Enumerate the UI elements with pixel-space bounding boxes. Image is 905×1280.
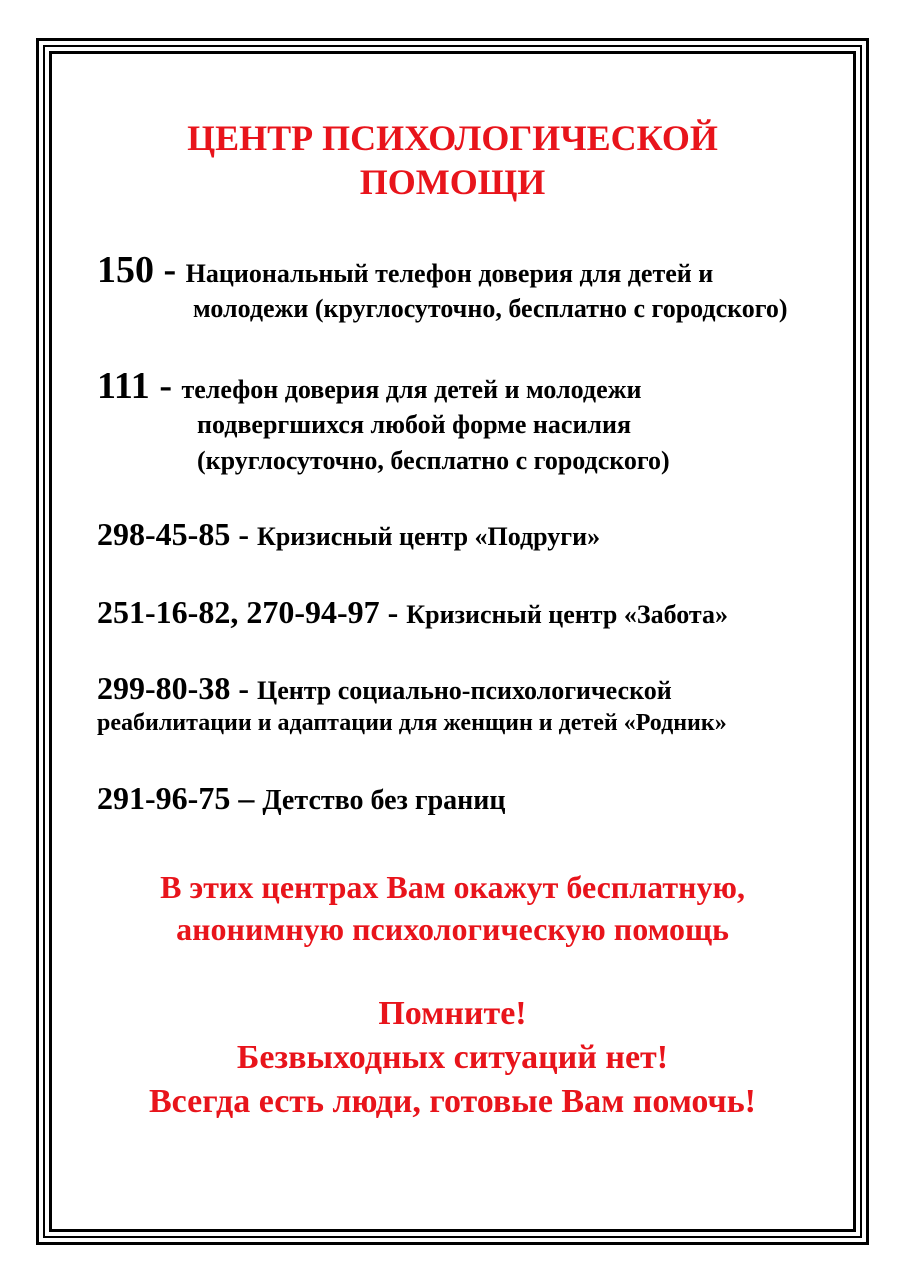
entry-111 xyxy=(97,364,641,408)
phone-number: 150 xyxy=(97,249,154,291)
entry-detstvo xyxy=(97,780,506,817)
separator: – xyxy=(230,780,263,816)
entry-description-cont: молодежи (круглосуточно, бесплатно с городского) xyxy=(193,294,788,323)
entry-zabota xyxy=(97,594,728,631)
title-line-1: ЦЕНТР ПСИХОЛОГИЧЕСКОЙ xyxy=(187,118,718,158)
phone-number: 299-80-38 xyxy=(97,670,231,706)
closing-line-3: Всегда есть люди, готовые Вам помочь! xyxy=(148,1083,757,1120)
page-title xyxy=(0,116,905,204)
phone-number: 111 xyxy=(97,365,150,407)
separator: - xyxy=(230,516,257,552)
title-line-2: ПОМОЩИ xyxy=(359,162,546,202)
phone-number: 298-45-85 xyxy=(97,516,231,552)
entry-description: Кризисный центр «Забота» xyxy=(406,600,728,629)
closing-message xyxy=(0,992,905,1124)
separator: - xyxy=(149,365,182,407)
entry-description-cont: подвергшихся любой форме насилия xyxy=(197,410,632,439)
closing-line-1: Помните! xyxy=(378,995,527,1032)
separator: - xyxy=(230,670,257,706)
separator: - xyxy=(379,594,407,630)
notice-line-2: анонимную психологическую помощь xyxy=(176,911,729,947)
closing-line-2: Безвыходных ситуаций нет! xyxy=(236,1039,669,1076)
phone-number: 291-96-75 xyxy=(97,780,231,816)
entry-description: Кризисный центр «Подруги» xyxy=(256,522,601,551)
entry-150 xyxy=(97,248,713,292)
entry-description: Национальный телефон доверия для детей и xyxy=(185,259,714,288)
free-help-notice xyxy=(0,866,905,950)
entry-podrugi xyxy=(97,516,600,553)
entry-description: Центр социально-психологической xyxy=(256,676,672,705)
separator: - xyxy=(154,249,186,291)
entry-description: телефон доверия для детей и молодежи xyxy=(181,375,642,404)
phone-number: 251-16-82, 270-94-97 xyxy=(97,594,380,630)
entry-description-cont: (круглосуточно, бесплатно с городского) xyxy=(197,446,670,475)
entry-description: Детство без границ xyxy=(262,785,506,816)
notice-line-1: В этих центрах Вам окажут бесплатную, xyxy=(160,869,745,905)
entry-rodnik xyxy=(97,670,672,707)
entry-description-cont: реабилитации и адаптации для женщин и детей «Родник» xyxy=(97,710,727,736)
